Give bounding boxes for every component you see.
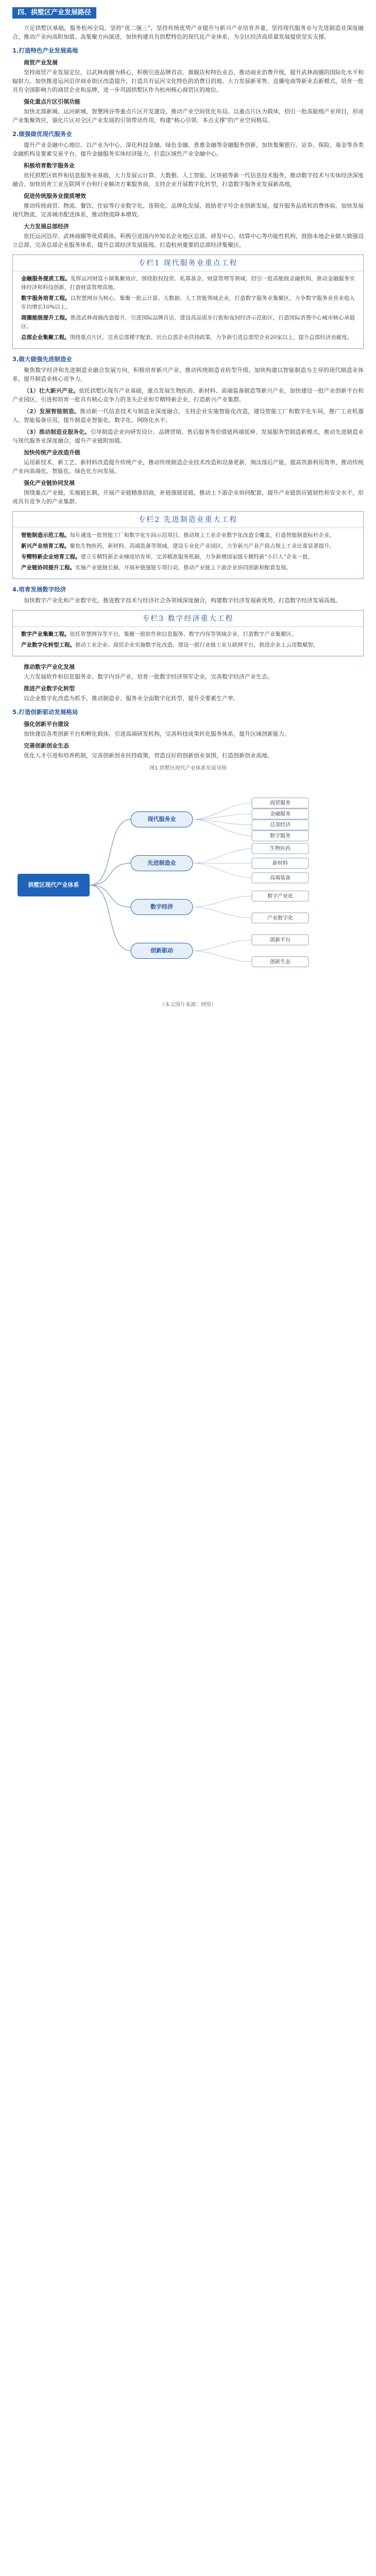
s1-title: 1.打造特色产业发展高地 [12,47,78,54]
footer-note: （本文图片来源：网络） [160,1002,216,1008]
diagram-leaf-connector [193,863,252,878]
s3-extra-text: 运用新技术、新工艺、新材料改造提升传统产业，推动传统制造企业技术改造和设备更新，淘汰落后产能，提高资源利用效率，推动传统产业向高端化、智能化、绿色化方向发展。 [12,459,364,474]
box-title: 专栏1 现代服务业重点工程 [13,255,363,272]
diagram-branch-connector [90,863,131,886]
box-item-head: 数字产业集聚工程。 [21,631,70,637]
s2-item-head: 积极培育数字服务业 [24,162,75,169]
diagram-branch-label: 先进制造业 [147,859,176,867]
s3-extra-head: 强化产业链协同发展 [24,480,75,486]
s4-title: 4.培育发展数字经济 [12,586,66,593]
diagram-leaf-connector [193,940,252,951]
s2-item-text: 推动传统商贸、物流、餐饮、住宿等行业数字化、连锁化、品牌化发展，鼓励老字号企业创新发展，提升服务品质和消费体验。加快发展现代物流，完善城市配送体系，推动物流降本增效。 [12,202,364,218]
diagram-leaf-label: 创新平台 [270,937,290,943]
diagram-leaf-label: 商贸服务 [270,800,290,806]
s4-extra-text: 以企业数字化改造为抓手，推动制造业、服务业全面数字化转型，提升全要素生产率。 [24,695,239,702]
s4-extra-head: 推进产业数字化转型 [24,685,75,692]
s3-sub-head: （3）推动制造业服务化。 [24,429,91,435]
diagram-branch-label: 创新驱动 [150,947,173,954]
s2-title: 2.做强做优现代服务业 [12,130,72,138]
s3-intro: 聚焦数字经济和先进制造业融合发展方向，积极培育新兴产业，推动传统制造业转型升级，加快构建以智能制造为主导的现代制造业体系，提升制造业核心竞争力。 [12,367,364,382]
box-item-text: 围绕重点片区，完善总部楼宇配套，出台总部企业扶持政策，力争新引进总部型企业20家以上，提升总部经济贡献度。 [70,334,353,341]
box-item-text: 推动工业企业、商贸企业实施数字化改造，建设一批行业级工业互联网平台，推进企业上云用数赋智。 [75,642,319,648]
diagram-branch-connector [90,885,131,907]
s3-sub-head: （2）发展智能制造。 [24,408,80,415]
box-item-head: 数字服务培育工程。 [21,295,71,301]
diagram-leaf-label: 总部经济 [270,822,290,828]
diagram-leaf-label: 产业数字化 [267,915,293,921]
box-item-text: 以智慧网谷为核心，集聚一批云计算、大数据、人工智能领域企业，打造数字服务业集聚区，力争数字服务业营业收入年均增长10%以上。 [21,295,355,310]
diagram-leaf-label: 生物医药 [270,846,290,852]
diagram-leaf-connector [193,951,252,962]
s5-item-text: 优化人才引进和培养机制，完善创新创业扶持政策，营造良好的创新创业氛围，打造创新创业高地。 [24,752,273,759]
box-item [13,630,363,639]
diagram-leaf-connector [193,803,252,820]
column-box-1 [12,255,364,349]
box-item [13,333,363,342]
box-item-head: 新兴产业培育工程。 [21,543,70,549]
diagram-branch-connector [90,820,131,886]
diagram-root-label: 拱墅区现代产业体系 [28,882,79,888]
page [0,0,376,1014]
box-item-head: 智能制造示范工程。 [21,532,70,538]
box-title: 专栏3 数字经济重大工程 [13,611,363,627]
box-item-text: 推进武林商圈改造提升，引进国际品牌首店，建设高品质步行街和夜间经济示范街区，打造国际消费中心城市核心承载区。 [21,315,355,330]
box-item-text: 聚焦生物医药、新材料、高端装备等领域，建设专业化产业园区，力争新兴产业产值占规上工业比重显著提升。 [70,543,335,549]
s2-item-head: 大力发展总部经济 [24,223,69,230]
s2-item-head: 促进传统服务业提质增效 [24,193,86,199]
s4-extra-head: 推动数字产业化发展 [24,664,75,670]
diagram-leaf-connector [193,849,252,863]
box-item-head: 金融服务提质工程。 [21,276,71,282]
s1-item-head: 商贸产业发展 [24,59,58,66]
diagram-leaf-label: 高端装备 [270,875,290,881]
s4-extra-text: 大力发展软件和信息服务业、数字内容产业，培育一批数字经济领军企业，完善数字经济产业生态。 [24,673,273,680]
column-box-3 [12,610,364,656]
diagram-svg [12,777,364,993]
s5-item-head: 完善创新创业生态 [24,742,69,749]
box-item-text: 每年遴选一批智能工厂和数字化车间示范项目，推动规上工业企业数字化改造全覆盖，打造智能制造标杆企业。 [70,532,335,538]
s1-item-text: 加快北部新城、运河新城、智慧网谷等重点片区开发建设，推动产业空间优化布局。以重点片区为载体，招引一批高能级产业项目，形成产业集聚效应，强化片区对全区产业发展的引领带动作用，构建“核心引领、多点支撑”的产业空间格局。 [12,108,364,124]
box-item [13,531,363,540]
s3-sub [12,386,364,404]
diagram-branch-label: 数字经济 [150,903,173,910]
s3-sub [12,407,364,425]
s3-extra-head: 加快传统产业改造升级 [24,449,80,456]
box-item [13,275,363,292]
box-item [13,294,363,312]
s3-sub-text: 引导制造企业向研发设计、品牌营销、售后服务等价值链两端延伸，发展服务型制造新模式，推动先进制造业与现代服务业深度融合，提升产业链附加值。 [12,429,364,444]
box-item [13,542,363,551]
diagram-leaf-connector [193,907,252,918]
diagram-leaf-label: 新材料 [272,860,288,867]
s3-sub-text: 推动新一代信息技术与制造业深度融合，支持企业实施智能化改造，建设智能工厂和数字化车间，推广工业机器人、智能装备应用，提升制造业智能化、数字化、网络化水平。 [12,408,364,423]
industry-diagram [12,764,364,993]
s5-title: 5.打造创新驱动发展格局 [12,708,78,716]
box-item-text: 实施产业链链长制，开展补链强链专项行动，推动产业链上下游企业协同创新和配套发展。 [75,565,292,571]
s3-sub-head: （1）壮大新兴产业。 [24,387,79,394]
s3-title: 3.做大做强先进制造业 [12,355,72,363]
s2-item-text: 依托拱墅区软件和信息服务业基础，大力发展云计算、大数据、人工智能、区块链等新一代信息技术服务，推动数字技术与实体经济深度融合。加快培育工业互联网平台和行业解决方案服务商，支持企业开展数字化转型，打造数字服务业发展新高地。 [12,172,364,188]
diagram-leaf-connector [193,896,252,907]
box-item [13,314,363,331]
box-item [13,553,363,562]
s1-item-text: 坚持商贸产业发展定位，以武林商圈为核心，积极引进品牌首店、旗舰店和特色业态，推动商业消费升级，提升武林商圈的国际化水平和辐射力。加快推进运河沿岸商业街区改造提升，打造具有运河文化特色的消费目的地。大力发展新零售、直播电商等新业态新模式，培育一批具有全国影响力的商贸企业和品牌，进一步巩固拱墅区作为杭州核心商贸区的地位。 [12,69,364,93]
box-item-text: 发挥运河财富小镇集聚效应，围绕股权投资、私募基金、财富管理等领域，招引一批高能级金融机构，推动金融服务实体经济和科技创新，打造财富管理高地。 [21,276,355,291]
box-item [13,564,363,572]
intro-paragraph: 立足拱墅区基础，服务杭州全局，坚持“优二强三”，坚持传统优势产业提升与新兴产业培育并重，坚持现代服务业与先进制造业深度融合，推动产业向高附加值、高集聚方向演进，加快构建具有拱墅特色的现代化产业体系，为全区经济高质量发展提供坚实支撑。 [12,25,364,40]
diagram-leaf-label: 数字产业化 [267,893,293,900]
diagram-branch-connector [90,885,131,951]
box-item [13,641,363,650]
diagram-leaf-label: 金融服务 [270,811,290,817]
s4-intro: 加快数字产业化和产业数字化，推进数字技术与经济社会各领域深度融合，构建数字经济发展新优势，打造数字经济发展高地。 [24,597,341,604]
section-title: 四、拱墅区产业发展路径 [12,7,96,19]
s2-intro: 提升产业金融中心地位。以产业为中心，深化科技金融、绿色金融、普惠金融等金融服务创新，加快集聚银行、证券、保险、基金等各类金融机构及要素交易平台，提升金融服务实体经济能力，打造区域性产业金融中心。 [12,142,364,157]
diagram-leaf-label: 数字服务 [270,833,290,839]
s5-item-text: 加快建设各类创新平台和孵化载体，引进高端研发机构，完善科技成果转化服务体系，提升区域创新能力。 [24,731,290,737]
s5-item-head: 强化创新平台建设 [24,721,69,727]
s2-item-text: 依托运河沿岸、武林商圈等优质载体，积极引进国内外知名企业地区总部、研发中心、结算中心等功能性机构，鼓励本地企业做大做强设立总部，完善总部企业服务体系，提升总部经济发展能级，打造杭州重要的总部经济集聚区。 [12,233,364,248]
diagram-leaf-connector [193,820,252,836]
column-box-2 [12,511,364,579]
box-item-head: 产业数字化转型工程。 [21,642,75,648]
box-item-head: 总部企业集聚工程。 [21,334,70,341]
diagram-leaf-label: 创新生态 [270,959,290,965]
box-item-text: 依托智慧网谷等平台，集聚一批软件和信息服务、数字内容等领域企业，打造数字产业集聚区。 [70,631,297,637]
box-title: 专栏2 先进制造业重大工程 [13,512,363,528]
box-item-text: 建立专精特新企业梯度培育库，完善精准服务机制，力争新增国家级专精特新“小巨人”企业一批。 [80,554,314,560]
s1-item-head: 强化重点片区引领功能 [24,98,80,105]
s3-sub-text: 依托拱墅区现有产业基础，重点发展生物医药、新材料、高端装备制造等新兴产业，加快建设一批产业创新平台和产业园区，引进和培育一批具有核心竞争力的龙头企业和专精特新企业，打造新兴产业集群。 [12,387,364,403]
s3-sub [12,428,364,445]
s3-extra-text: 围绕重点产业链，实施链长制，开展产业链精准招商，补链强链延链，推动上下游企业协同配套，提升产业链供应链韧性和安全水平，形成具有竞争力的产业集群。 [12,489,364,505]
box-item-head: 商圈能级提升工程。 [21,315,71,321]
box-item-head: 产业链协同提升工程。 [21,565,75,571]
box-item-head: 专精特新企业培育工程。 [21,554,81,560]
diagram-branch-label: 现代服务业 [147,816,176,823]
diagram-caption: 图1 拱墅区现代产业体系发展导图 [149,766,227,771]
